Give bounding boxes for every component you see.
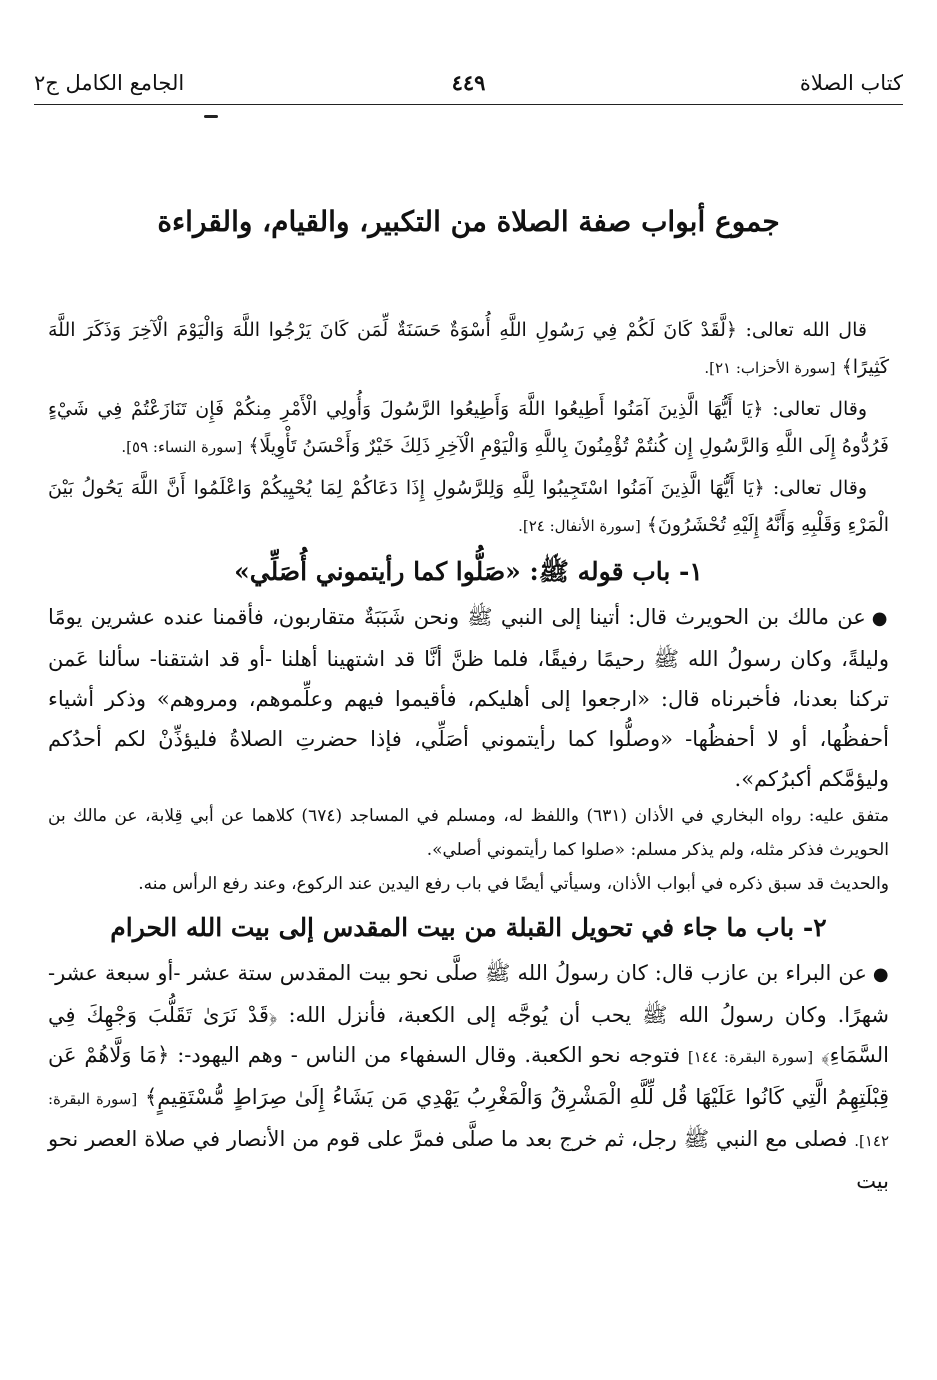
hadith-text: عن مالك بن الحويرث قال: أتينا إلى النبي ﷺ ونحن شَبَبَةٌ متقاربون، فأقمنا عنده عشرين يومًا وليلةً، وكان رسولُ الله ﷺ رحيمًا رفيقًا، فلما ظنَّ أنَّا قد اشتهينا أهلنا -أو قد اشتقنا- سألنا عَمن تركنا بعدنا، فأخبرناه قال: «ارجعوا إلى أهليكم، فأقيموا فيهم وعلِّموهم، ومروهم» وذكر أشياء أحفظُها، أو لا أحفظُها- «وصلُّوا كما رأيتموني أصَلِّي، فإذا حضرتِ الصلاةُ فليؤذِّنْ لكم أحدُكم وليؤمَّكم أكبرُكم». bbox=[48, 605, 889, 791]
hadith-text: فصلى مع النبي ﷺ رجل، ثم خرج بعد ما صلَّى فمرَّ على قوم من الأنصار في صلاة العصر نحو بيت bbox=[48, 1127, 889, 1193]
verse-text: ﴿لَّقَدْ كَانَ لَكُمْ فِي رَسُولِ اللَّهِ أُسْوَةٌ حَسَنَةٌ لِّمَن كَانَ يَرْجُوا اللَّهَ وَالْيَوْمَ الْآخِرَ وَذَكَرَ اللَّهَ كَثِيرًا﴾ bbox=[48, 319, 889, 378]
hadith-text: فتوجه نحو الكعبة. وقال السفهاء من الناس - وهم اليهود-: bbox=[177, 1043, 680, 1067]
bullet-icon: ● bbox=[871, 608, 889, 629]
sura-reference: [سورة البقرة: ١٤٤] bbox=[687, 1048, 814, 1066]
verse-text: ﴿يَا أَيُّهَا الَّذِينَ آمَنُوا أَطِيعُوا اللَّهَ وَأَطِيعُوا الرَّسُولَ وَأُولِي الْأَمْرِ مِنكُمْ فَإِن تَنَازَعْتُمْ فِي شَيْءٍ فَرُدُّوهُ إِلَى اللَّهِ وَالرَّسُولِ إِن كُنتُمْ تُؤْمِنُونَ بِاللَّهِ وَالْيَوْمِ الْآخِرِ ذَلِكَ خَيْرٌ وَأَحْسَنُ تَأْوِيلًا﴾ bbox=[48, 398, 889, 457]
header-volume-title: الجامع الكامل ج٢ bbox=[34, 71, 185, 95]
verse-paragraph bbox=[48, 391, 889, 466]
sura-reference: [سورة البقرة: ١٤٢]. bbox=[48, 1090, 889, 1150]
main-title: جموع أبواب صفة الصلاة من التكبير، والقيام، والقراءة bbox=[157, 205, 780, 238]
page-content bbox=[48, 312, 889, 1201]
chapter-2-title: ٢- باب ما جاء في تحويل القبلة من بيت المقدس إلى بيت الله الحرام bbox=[110, 913, 827, 942]
verse-text: ﴿مَا وَلَّاهُمْ عَن قِبْلَتِهِمُ الَّتِي كَانُوا عَلَيْهَا قُل لِّلَّهِ الْمَشْرِقُ وَالْمَغْرِبُ يَهْدِي مَن يَشَاءُ إِلَىٰ صِرَاطٍ مُّسْتَقِيمٍ﴾ bbox=[48, 1043, 889, 1109]
verse-intro: وقال تعالى: bbox=[772, 477, 867, 499]
header-mark bbox=[204, 115, 218, 118]
header-divider bbox=[34, 104, 903, 105]
verse-text: ﴿قَدْ نَرَىٰ تَقَلُّبَ وَجْهِكَ فِي السَّمَاءِ﴾ bbox=[48, 1003, 889, 1067]
verse-intro: وقال تعالى: bbox=[772, 398, 867, 420]
takhrij-note: متفق عليه: رواه البخاري في الأذان (٦٣١) واللفظ له، ومسلم في المساجد (٦٧٤) كلاهما عن أبي قِلابة، عن مالك بن الحويرث فذكر مثله، ولم يذكر مسلم: «صلوا كما رأيتموني أصلي». bbox=[48, 806, 890, 860]
hadith-paragraph bbox=[48, 953, 889, 1201]
verse-paragraph bbox=[48, 470, 889, 545]
sura-reference: [سورة الأحزاب: ٢١]. bbox=[704, 359, 836, 377]
sura-reference: [سورة النساء: ٥٩]. bbox=[121, 438, 243, 456]
verse-paragraph bbox=[48, 312, 889, 387]
page-header bbox=[34, 62, 903, 102]
hadith-text: عن البراء بن عازب قال: كان رسولُ الله ﷺ صلَّى نحو بيت المقدس ستة عشر -أو سبعة عشر- شهرًا. وكان رسولُ الله ﷺ يحب أن يُوجَّه إلى الكعبة، فأنزل الله: bbox=[48, 961, 889, 1027]
takhrij-note: والحديث قد سبق ذكره في أبواب الأذان، وسيأتي أيضًا في باب رفع اليدين عند الركوع، وعند رفع الرأس منه. bbox=[138, 874, 889, 894]
verse-intro: قال الله تعالى: bbox=[745, 319, 867, 341]
page-number: ٤٤٩ bbox=[451, 70, 486, 95]
verse-text: ﴿يَا أَيُّهَا الَّذِينَ آمَنُوا اسْتَجِيبُوا لِلَّهِ وَلِلرَّسُولِ إِذَا دَعَاكُمْ لِمَا يُحْيِيكُمْ وَاعْلَمُوا أَنَّ اللَّهَ يَحُولُ بَيْنَ الْمَرْءِ وَقَلْبِهِ وَأَنَّهُ إِلَيْهِ تُحْشَرُونَ﴾ bbox=[48, 477, 889, 536]
hadith-paragraph bbox=[48, 597, 889, 799]
bullet-icon: ● bbox=[872, 964, 889, 985]
sura-reference: [سورة الأنفال: ٢٤]. bbox=[518, 517, 641, 535]
chapter-1-title: ١- باب قوله ﷺ: «صَلُّوا كما رأيتموني أُصَلِّي» bbox=[234, 557, 703, 586]
header-book-title: كتاب الصلاة bbox=[799, 71, 903, 95]
